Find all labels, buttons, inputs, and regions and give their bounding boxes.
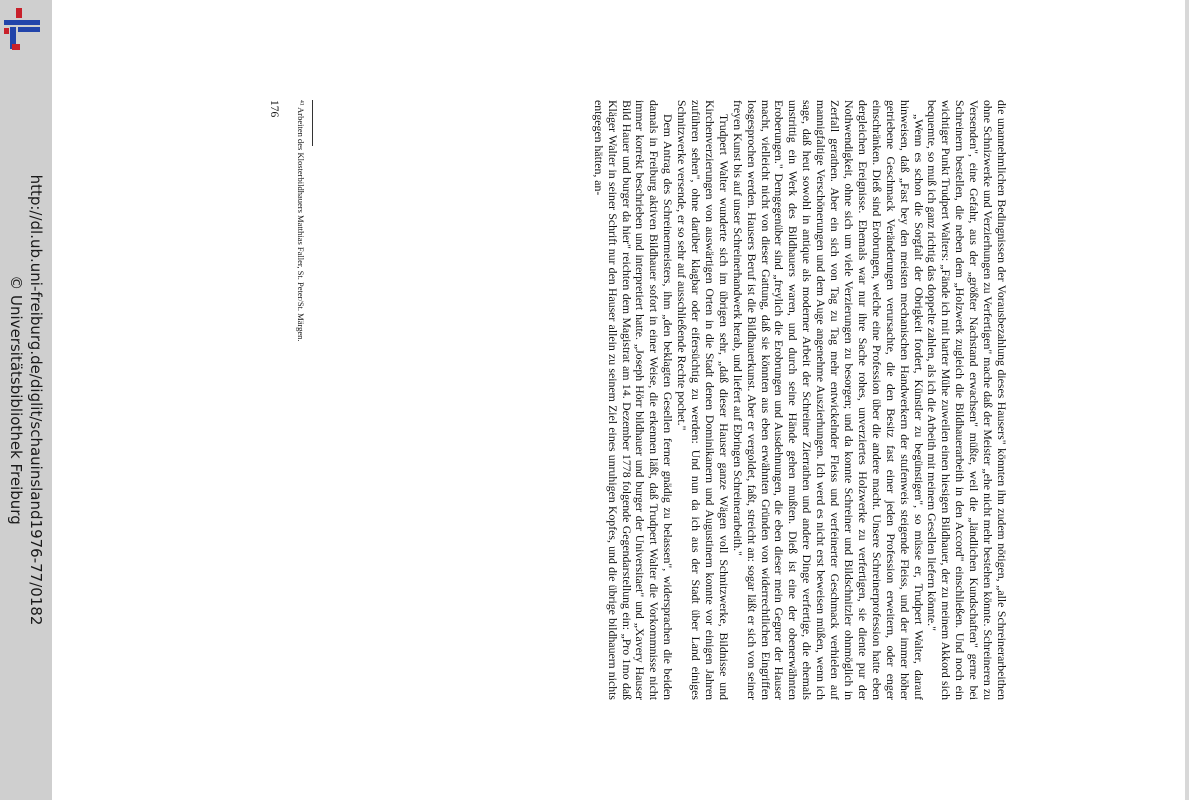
page-number: 176	[268, 100, 280, 118]
source-url[interactable]: http://dl.ub.uni-freiburg.de/diglit/schauinsland1976-77/0182	[27, 174, 45, 626]
paragraph: „Wenn es schon die Sorgfalt der Obrigkeit fordert, Künstler zu begünstigen", so müsse er, Trudpert Walter, darauf hinweisen, daß „Fast bey den meisten mechanischen Handwerkern der stufenweis steigende Fleiss, und der immer höher getriebene Geschmack Veränderungen verursachte, die den Besitz fast einer jeden Profession erweitern, oder enger einschränken. Dieß sind Erobrungen, welche eine Profession über die andere macht. Unsere Schreinerprofession hatte eben dergleichen Ereignisse. Ehemals war nur ihre Sache rohes, unverziertes Holzwerke zu verfertigen, sie diente pur der Nothwendigkeit, ohne sich um viele Verzierungen zu besorgen; und da konnte Schreiner und Bildschnitzler ohnmöglich in Zerfall gerathen. Aber ein sich von Tag zu Tag mehr entwickelnder Fleiss und verfeinerter Geschmack verhielen auf mannigfaltige Verschönerungen und dem Auge angenehme Auszierhungen. Ich werd es nicht erst beweisen müßen, wenn ich sage, daß heut sowohl in antique als moderner Arbeit der Schreiner Zierrathen und andere Dinge verfertige, die ehemals unstrittig ein Werk des Bildhauers waren, und durch seine Hände gehen mußten. Dieß ist eine der obenerwähnten Eroberungen." Demgegenüber sind „freylich die Erobrungen und Ausdehnungen, die eben dieser mein Gegner der Hauser macht, vielleicht nicht von dieser Gattung, daß sie könnten aus eben erwähnten Gründen von widerrechtlichen Eingriffen losgesprochen werden. Hausers Beruf ist die Bildhauerkunst. Aber er vergoldet, faßt, streicht an: sogar läßt er sich von seiner freyen Kunst bis auf unser Schreinerhandwerk herab, und liefert auf Ebringen Schreinerarbeith."	[730, 100, 926, 700]
footnote-divider	[312, 100, 313, 146]
source-citation	[6, 10, 46, 790]
viewer-right-edge	[1185, 0, 1189, 800]
paragraph: die unannehmlichen Bedingnissen der Vorausbezahlung dieses Hausers" könnten ihn zudem nötigen, „alle Schreinerarbeithen ohne Schnizwerke und Verzierhungen zu Verfertigen" mache daß der Meister „ehe nicht mehr bestehen könnte. Schreineren zu Versenden", eine Gefahr, aus der „größter Nachstand erwachsen" müßte, weil die „ländlichen Kundschaften" gerne bei Schreinern bestellen, die neben dem „Holzwerk zugleich die Bildhauerarbeith in den Accord" einschließen. Und noch ein wichtiger Punkt Trudpert Walters: „Fände ich mit harter Mühe zuweilen einen hiesigen Bildhauer, der zu meinem Akkord sich bequemte, so muß ich ganz richtig das doppelte zahlen, als ich die Arbeith mit meinem Gesellen liefern könnte."	[925, 100, 1009, 700]
footnote: ⁴¹ Arbeiten des Klosterbildhauers Matthias Faller, St. Peter/St. Märgen.	[296, 100, 306, 342]
page-body-text	[591, 100, 1008, 700]
copyright-notice: © Universitätsbibliothek Freiburg	[7, 275, 25, 525]
scanned-page	[238, 80, 1018, 720]
viewer-side-strip	[0, 0, 52, 800]
paragraph: Dem Antrag des Schreinermeisters, ihm „den beklagten Gesellen ferner gnädig zu belassen", widersprachen die beiden damals in Freiburg aktiven Bildhauer sofort in einer Weise, die erkennen läßt, daß Trudpert Walter die Vorkommnisse nicht immer korrekt beschrieben und interpretiert hatte. „Joseph Hörr bildhauer und burger der Universitaet" und „Xavery Hauser Bild Hauer und burger da hier" reichten dem Magistrat am 14. Dezember 1778 folgende Gegendarstellung ein: „Pro 1mo daß Kläger Walter in seiner Schrift nur den Hauser allein zu seinem Ziel eines unruhigen Kopfes, und die übrige bildhauern nichts entgegen hätten, an-	[591, 100, 676, 700]
paragraph: Trudpert Walter wunderte sich im übrigen sehr, „daß dieser Hauser ganze Wägen voll Schnitzwerke, Bildnisse und Kirchenverzierungen von auswärtigen Orten in die Stadt denen Dominikanern und Augustinern konnte vor einigen Jahren zuführen sehen", ohne darüber klagbar oder eifersüchtig zu werden: Und nun da ich aus der Stadt über Land einiges Schnitzwerke versende, er so sehr auf ausschließende Rechte pochet."	[675, 100, 731, 700]
